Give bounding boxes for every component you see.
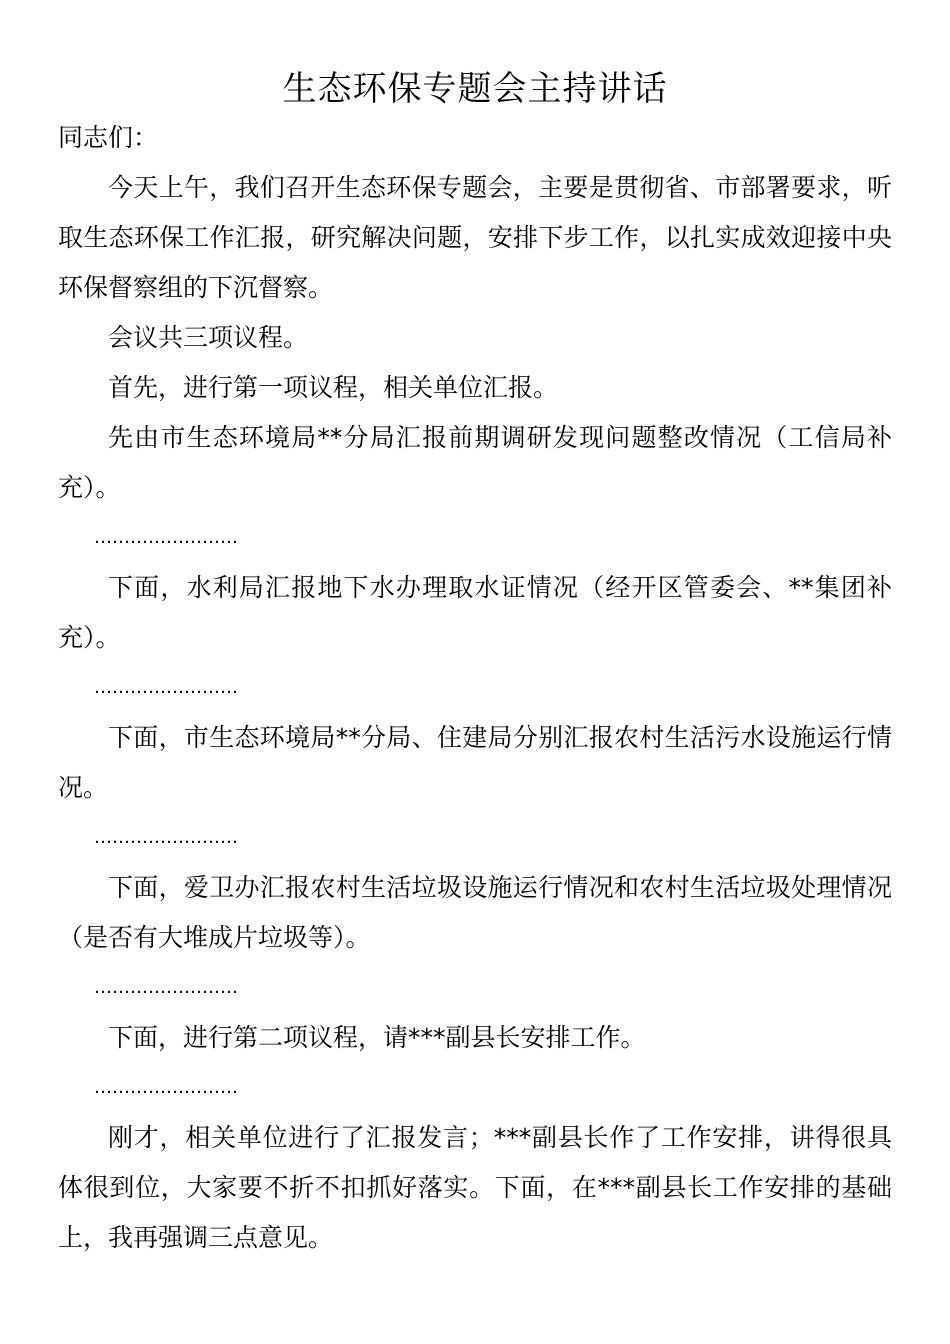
ellipsis-line: …………………… [94,1077,238,1098]
paragraph-agenda-two: 下面，进行第二项议程，请***副县长安排工作。 [108,1023,646,1052]
ellipsis-line: …………………… [94,827,238,848]
document-body [58,113,892,1263]
paragraph-report-garbage: 下面，爱卫办汇报农村生活垃圾设施运行情况和农村生活垃圾处理情况（是否有大堆成片垃圾等）。 [58,873,892,952]
document-title: 生态环保专题会主持讲话 [282,69,668,109]
paragraph-report-water: 下面，水利局汇报地下水办理取水证情况（经开区管委会、**集团补充）。 [58,573,892,652]
ellipsis-line: …………………… [94,977,238,998]
paragraph-summary: 刚才，相关单位进行了汇报发言；***副县长作了工作安排，讲得很具体很到位，大家要不折不扣抓好落实。下面，在***副县长工作安排的基础上，我再强调三点意见。 [58,1123,892,1252]
paragraph-agenda-count: 会议共三项议程。 [108,323,309,352]
salutation: 同志们： [58,123,159,152]
ellipsis-line: …………………… [94,527,238,548]
paragraph-report-ecology: 先由市生态环境局**分局汇报前期调研发现问题整改情况（工信局补充）。 [58,423,892,502]
paragraph-opening: 今天上午，我们召开生态环保专题会，主要是贯彻省、市部署要求，听取生态环保工作汇报，研究解决问题，安排下步工作，以扎实成效迎接中央环保督察组的下沉督察。 [58,173,892,302]
ellipsis-line: …………………… [94,677,238,698]
paragraph-agenda-one: 首先，进行第一项议程，相关单位汇报。 [108,373,559,402]
paragraph-report-sewage: 下面，市生态环境局**分局、住建局分别汇报农村生活污水设施运行情况。 [58,723,892,802]
